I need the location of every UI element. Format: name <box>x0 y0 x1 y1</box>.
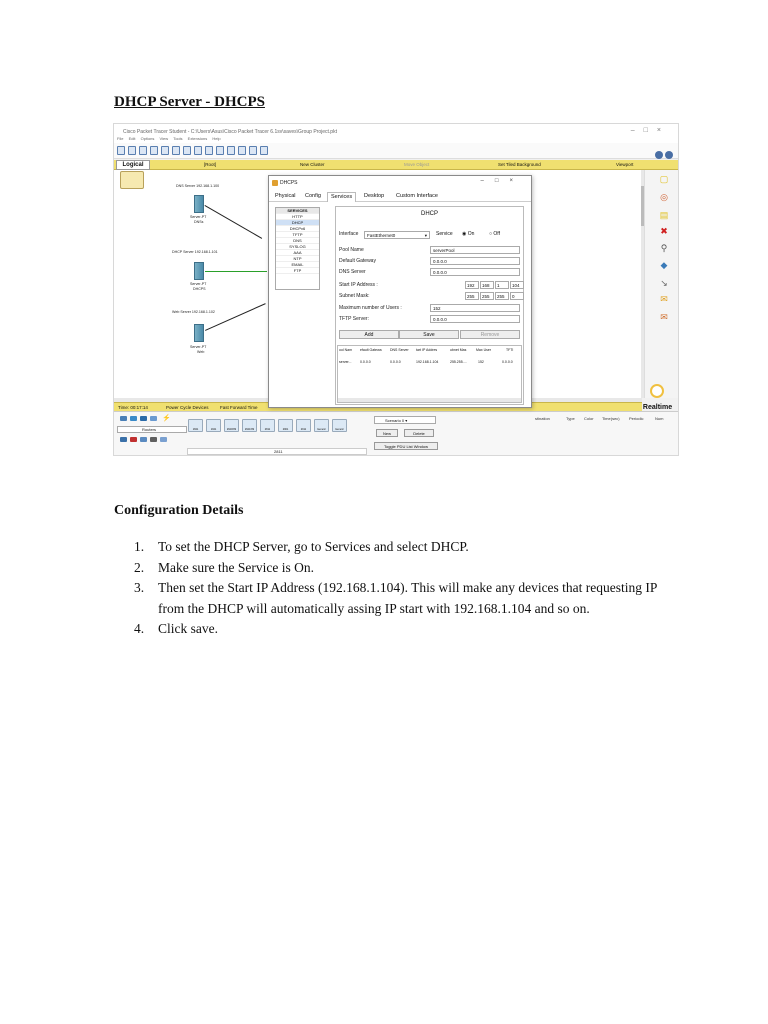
add-complex-pdu-icon[interactable]: ✉ <box>660 312 668 322</box>
default-gateway-input[interactable]: 0.0.0.0 <box>430 257 520 265</box>
dhcp-server-icon[interactable] <box>194 262 204 280</box>
router-model-1941[interactable]: 1941 <box>206 419 221 432</box>
select-icon[interactable]: ▢ <box>659 174 669 184</box>
table-horizontal-scrollbar[interactable] <box>338 398 521 402</box>
paste-icon[interactable] <box>183 146 191 155</box>
max-users-label: Maximum number of Users : <box>339 305 402 311</box>
tab-services[interactable]: Services <box>327 192 356 202</box>
section-title: Configuration Details <box>114 503 244 518</box>
web-server-label: Web Server 192.168.1.102 <box>172 310 215 314</box>
window-controls[interactable]: –□× <box>630 127 670 134</box>
custom-device-icon[interactable] <box>260 146 268 155</box>
dhcp-pool-table <box>337 345 522 403</box>
fast-forward-button[interactable]: Fast Forward Time <box>220 405 258 410</box>
pdu-col-type: Type <box>566 416 575 421</box>
start-ip-label: Start IP Address : <box>339 282 378 288</box>
pdu-col-destination: stination <box>535 416 550 421</box>
zoom-out-icon[interactable] <box>238 146 246 155</box>
list-item: 3. Then set the Start IP Address (192.168.1.104). This will make any devices that requesting IP from the DHCP will automatically assing IP start with 192.168.1.104 and so on. <box>134 580 657 616</box>
menu-file[interactable]: File <box>117 136 124 141</box>
move-object-button[interactable]: Move Object <box>404 162 430 167</box>
service-dhcp[interactable]: DHCP <box>276 220 319 226</box>
service-ftp[interactable]: FTP <box>276 268 319 274</box>
dns-server-input[interactable]: 0.0.0.0 <box>430 268 520 276</box>
dns-server-model: Server-PT <box>190 215 207 219</box>
delete-scenario-button[interactable]: Delete <box>404 429 434 437</box>
resize-shape-icon[interactable]: ◆ <box>660 260 668 270</box>
delete-icon[interactable]: ✖ <box>660 226 668 236</box>
viewport-button[interactable]: Viewport <box>616 162 634 167</box>
table-cell[interactable]: server... <box>339 360 352 364</box>
web-server-icon[interactable] <box>194 324 204 342</box>
table-cell[interactable]: 152 <box>478 360 484 364</box>
tab-config[interactable]: Config <box>305 193 321 199</box>
dns-server-name: DNSs <box>194 220 204 224</box>
security-category-icon[interactable] <box>130 437 137 442</box>
router-model-generic-2[interactable]: Generic <box>332 419 347 432</box>
start-ip-octet-4[interactable]: 104 <box>510 281 524 289</box>
dhcp-config-panel <box>335 206 524 405</box>
add-pool-button[interactable]: Add <box>339 330 399 339</box>
wireless-category-icon[interactable] <box>150 416 157 421</box>
add-simple-pdu-icon[interactable]: ✉ <box>660 294 668 304</box>
table-cell[interactable]: 0.0.0.0 <box>502 360 513 364</box>
dhcp-server-model: Server-PT <box>190 282 207 286</box>
table-cell[interactable]: 0.0.0.0 <box>390 360 401 364</box>
tab-physical[interactable]: Physical <box>275 193 296 199</box>
redo-icon[interactable] <box>205 146 213 155</box>
tab-custom-interface[interactable]: Custom Interface <box>396 193 438 199</box>
router-model-2811[interactable]: 2811 <box>260 419 275 432</box>
device-selection-panel <box>114 411 679 456</box>
router-model-1841[interactable]: 1841 <box>188 419 203 432</box>
new-cluster-button[interactable]: New Cluster <box>300 162 325 167</box>
pool-name-label: Pool Name <box>339 247 364 253</box>
services-list-header: SERVICES <box>276 208 319 214</box>
menu-help[interactable]: Help <box>212 136 221 141</box>
web-server-name: Web <box>197 350 205 354</box>
service-syslog[interactable]: SYSLOG <box>276 244 319 250</box>
magnify-icon[interactable]: ⚲ <box>660 243 668 253</box>
wan-emulation-category-icon[interactable] <box>140 437 147 442</box>
router-model-2911[interactable]: 2911 <box>296 419 311 432</box>
service-http[interactable]: HTTP <box>276 214 319 220</box>
start-ip-octet-2[interactable]: 168 <box>480 281 494 289</box>
help-icons[interactable] <box>653 146 673 155</box>
palette-icon[interactable] <box>249 146 257 155</box>
menu-edit[interactable]: Edit <box>128 136 136 141</box>
default-gateway-label: Default Gateway <box>339 258 376 264</box>
dialog-window-controls[interactable]: –□× <box>480 178 524 184</box>
subnet-octet-1[interactable]: 255 <box>465 292 479 300</box>
set-tiled-background-button[interactable]: Set Tiled Background <box>498 162 541 167</box>
start-ip-octet-3[interactable]: 1 <box>495 281 509 289</box>
remove-pool-button[interactable]: Remove <box>460 330 520 339</box>
dialog-tabs <box>269 190 531 202</box>
switches-category-icon[interactable] <box>130 416 137 421</box>
logical-view-icon <box>120 171 144 189</box>
dhcp-server-label: DHCP Server 192.168.1.101 <box>172 250 218 254</box>
list-item: 4. Click save. <box>134 621 218 636</box>
table-header: ubnet Mas <box>450 348 467 352</box>
service-aaa[interactable]: AAA <box>276 250 319 256</box>
menu-bar <box>114 136 678 143</box>
interface-label: Interface <box>339 231 359 237</box>
custom-devices-category-icon[interactable] <box>150 437 157 442</box>
pool-name-input[interactable]: serverPool <box>430 246 520 254</box>
time-readout: Time: 00:17:14 <box>118 405 148 410</box>
note-icon[interactable]: ▤ <box>659 210 669 220</box>
table-header: DNS Server <box>390 348 409 352</box>
subnet-octet-4[interactable]: 0 <box>510 292 524 300</box>
max-users-input[interactable]: 152 <box>430 304 520 312</box>
logical-tab[interactable]: Logical <box>116 160 150 170</box>
power-cycle-button[interactable]: Power Cycle Devices <box>166 405 209 410</box>
service-ntp[interactable]: NTP <box>276 256 319 262</box>
toggle-pdu-list-button[interactable]: Toggle PDU List Window <box>374 442 438 450</box>
dns-server-label: DNS Server 192.168.1.100 <box>176 184 220 188</box>
subnet-mask-label: Subnet Mask: <box>339 293 370 299</box>
router-model-2901[interactable]: 2901 <box>278 419 293 432</box>
dhcp-server-name: DHCPS <box>193 287 206 291</box>
pdu-col-num: Num <box>655 416 664 421</box>
multiuser-category-icon[interactable] <box>160 437 167 442</box>
dns-server-field-label: DNS Server <box>339 269 366 275</box>
selected-model-label: 2811 <box>274 449 283 454</box>
dialog-title: DHCPS <box>280 180 298 186</box>
service-tftp[interactable]: TFTP <box>276 232 319 238</box>
inspect-icon[interactable]: ◎ <box>660 192 668 202</box>
menu-view[interactable]: View <box>159 136 169 141</box>
document-title: DHCP Server - DHCPS <box>114 94 265 110</box>
service-label: Service <box>436 231 453 237</box>
service-email[interactable]: EMAIL <box>276 262 319 268</box>
configuration-steps <box>114 537 674 640</box>
end-devices-category-icon[interactable] <box>120 437 127 442</box>
table-cell[interactable]: 192.168.1.104 <box>416 360 439 364</box>
packet-tracer-screenshot <box>113 123 679 456</box>
new-file-icon[interactable] <box>117 146 125 155</box>
realtime-clock-icon[interactable] <box>650 384 664 398</box>
router-model-2620xm[interactable]: 2620XM <box>224 419 239 432</box>
list-item: 1. To set the DHCP Server, go to Services and select DHCP. <box>134 539 469 554</box>
activity-wizard-icon[interactable] <box>161 146 169 155</box>
service-on-radio[interactable]: ◉ On <box>462 231 475 237</box>
pdu-col-time: Time(sec) <box>602 416 620 421</box>
connections-category-icon[interactable]: ⚡ <box>162 415 171 422</box>
dhcp-panel-title: DHCP <box>420 211 438 217</box>
table-header: efault Gatewa <box>360 348 382 352</box>
table-header: Max User <box>476 348 491 352</box>
menu-tools[interactable]: Tools <box>173 136 183 141</box>
category-label: Routers <box>142 427 157 432</box>
menu-options[interactable]: Options <box>140 136 155 141</box>
realtime-mode-label[interactable]: Realtime <box>642 404 673 411</box>
copy-icon[interactable] <box>172 146 180 155</box>
pdu-col-periodic: Periodic <box>629 416 644 421</box>
dns-link <box>205 205 263 239</box>
save-pool-button[interactable]: Save <box>399 330 459 339</box>
services-list <box>275 207 320 290</box>
web-server-model: Server-PT <box>190 345 207 349</box>
workspace-bar <box>114 160 679 170</box>
table-header: tart IP Addres <box>416 348 438 352</box>
undo-icon[interactable] <box>194 146 202 155</box>
table-header: TFTI <box>506 348 514 352</box>
main-toolbar <box>114 143 678 159</box>
routers-category-icon[interactable] <box>120 416 127 421</box>
table-cell[interactable]: 0.0.0.0 <box>360 360 371 364</box>
dhcp-link <box>205 271 267 272</box>
root-button[interactable]: [Root] <box>204 162 217 167</box>
table-header: ool Nam <box>339 348 353 352</box>
print-icon[interactable] <box>150 146 158 155</box>
router-model-2621xm[interactable]: 2621XM <box>242 419 257 432</box>
right-tool-sidebar <box>644 170 679 398</box>
tftp-server-input[interactable]: 0.0.0.0 <box>430 315 520 323</box>
zoom-in-icon[interactable] <box>216 146 224 155</box>
service-dhcpv6[interactable]: DHCPv6 <box>276 226 319 232</box>
web-link <box>205 303 266 331</box>
interface-select[interactable]: FastEthernet0 ▾ <box>364 231 430 239</box>
window-title: Cisco Packet Tracer Student - C:\Users\Asus\Cisco Packet Tracer 6.1sv\saves\Group Project.pkt <box>114 124 678 140</box>
open-file-icon[interactable] <box>128 146 136 155</box>
new-scenario-button[interactable]: New <box>376 429 398 437</box>
tab-desktop[interactable]: Desktop <box>364 193 385 199</box>
service-dns[interactable]: DNS <box>276 238 319 244</box>
zoom-reset-icon[interactable] <box>227 146 235 155</box>
dhcps-dialog <box>268 175 532 408</box>
service-off-radio[interactable]: ○ Off <box>489 231 500 237</box>
subnet-octet-2[interactable]: 255 <box>480 292 494 300</box>
router-model-generic-1[interactable]: Generic <box>314 419 329 432</box>
dns-server-icon[interactable] <box>194 195 204 213</box>
save-file-icon[interactable] <box>139 146 147 155</box>
list-item: 2. Make sure the Service is On. <box>134 559 314 575</box>
hubs-category-icon[interactable] <box>140 416 147 421</box>
table-cell[interactable]: 255.255.... <box>450 360 467 364</box>
tftp-server-label: TFTP Server: <box>339 316 369 322</box>
pdu-col-color: Color <box>584 416 594 421</box>
menu-extensions[interactable]: Extensions <box>187 136 208 141</box>
draw-icon[interactable]: ↘ <box>660 278 668 288</box>
start-ip-octet-1[interactable]: 192 <box>465 281 479 289</box>
subnet-octet-3[interactable]: 255 <box>495 292 509 300</box>
scenario-select[interactable]: Scenario 0 ▾ <box>374 416 436 424</box>
